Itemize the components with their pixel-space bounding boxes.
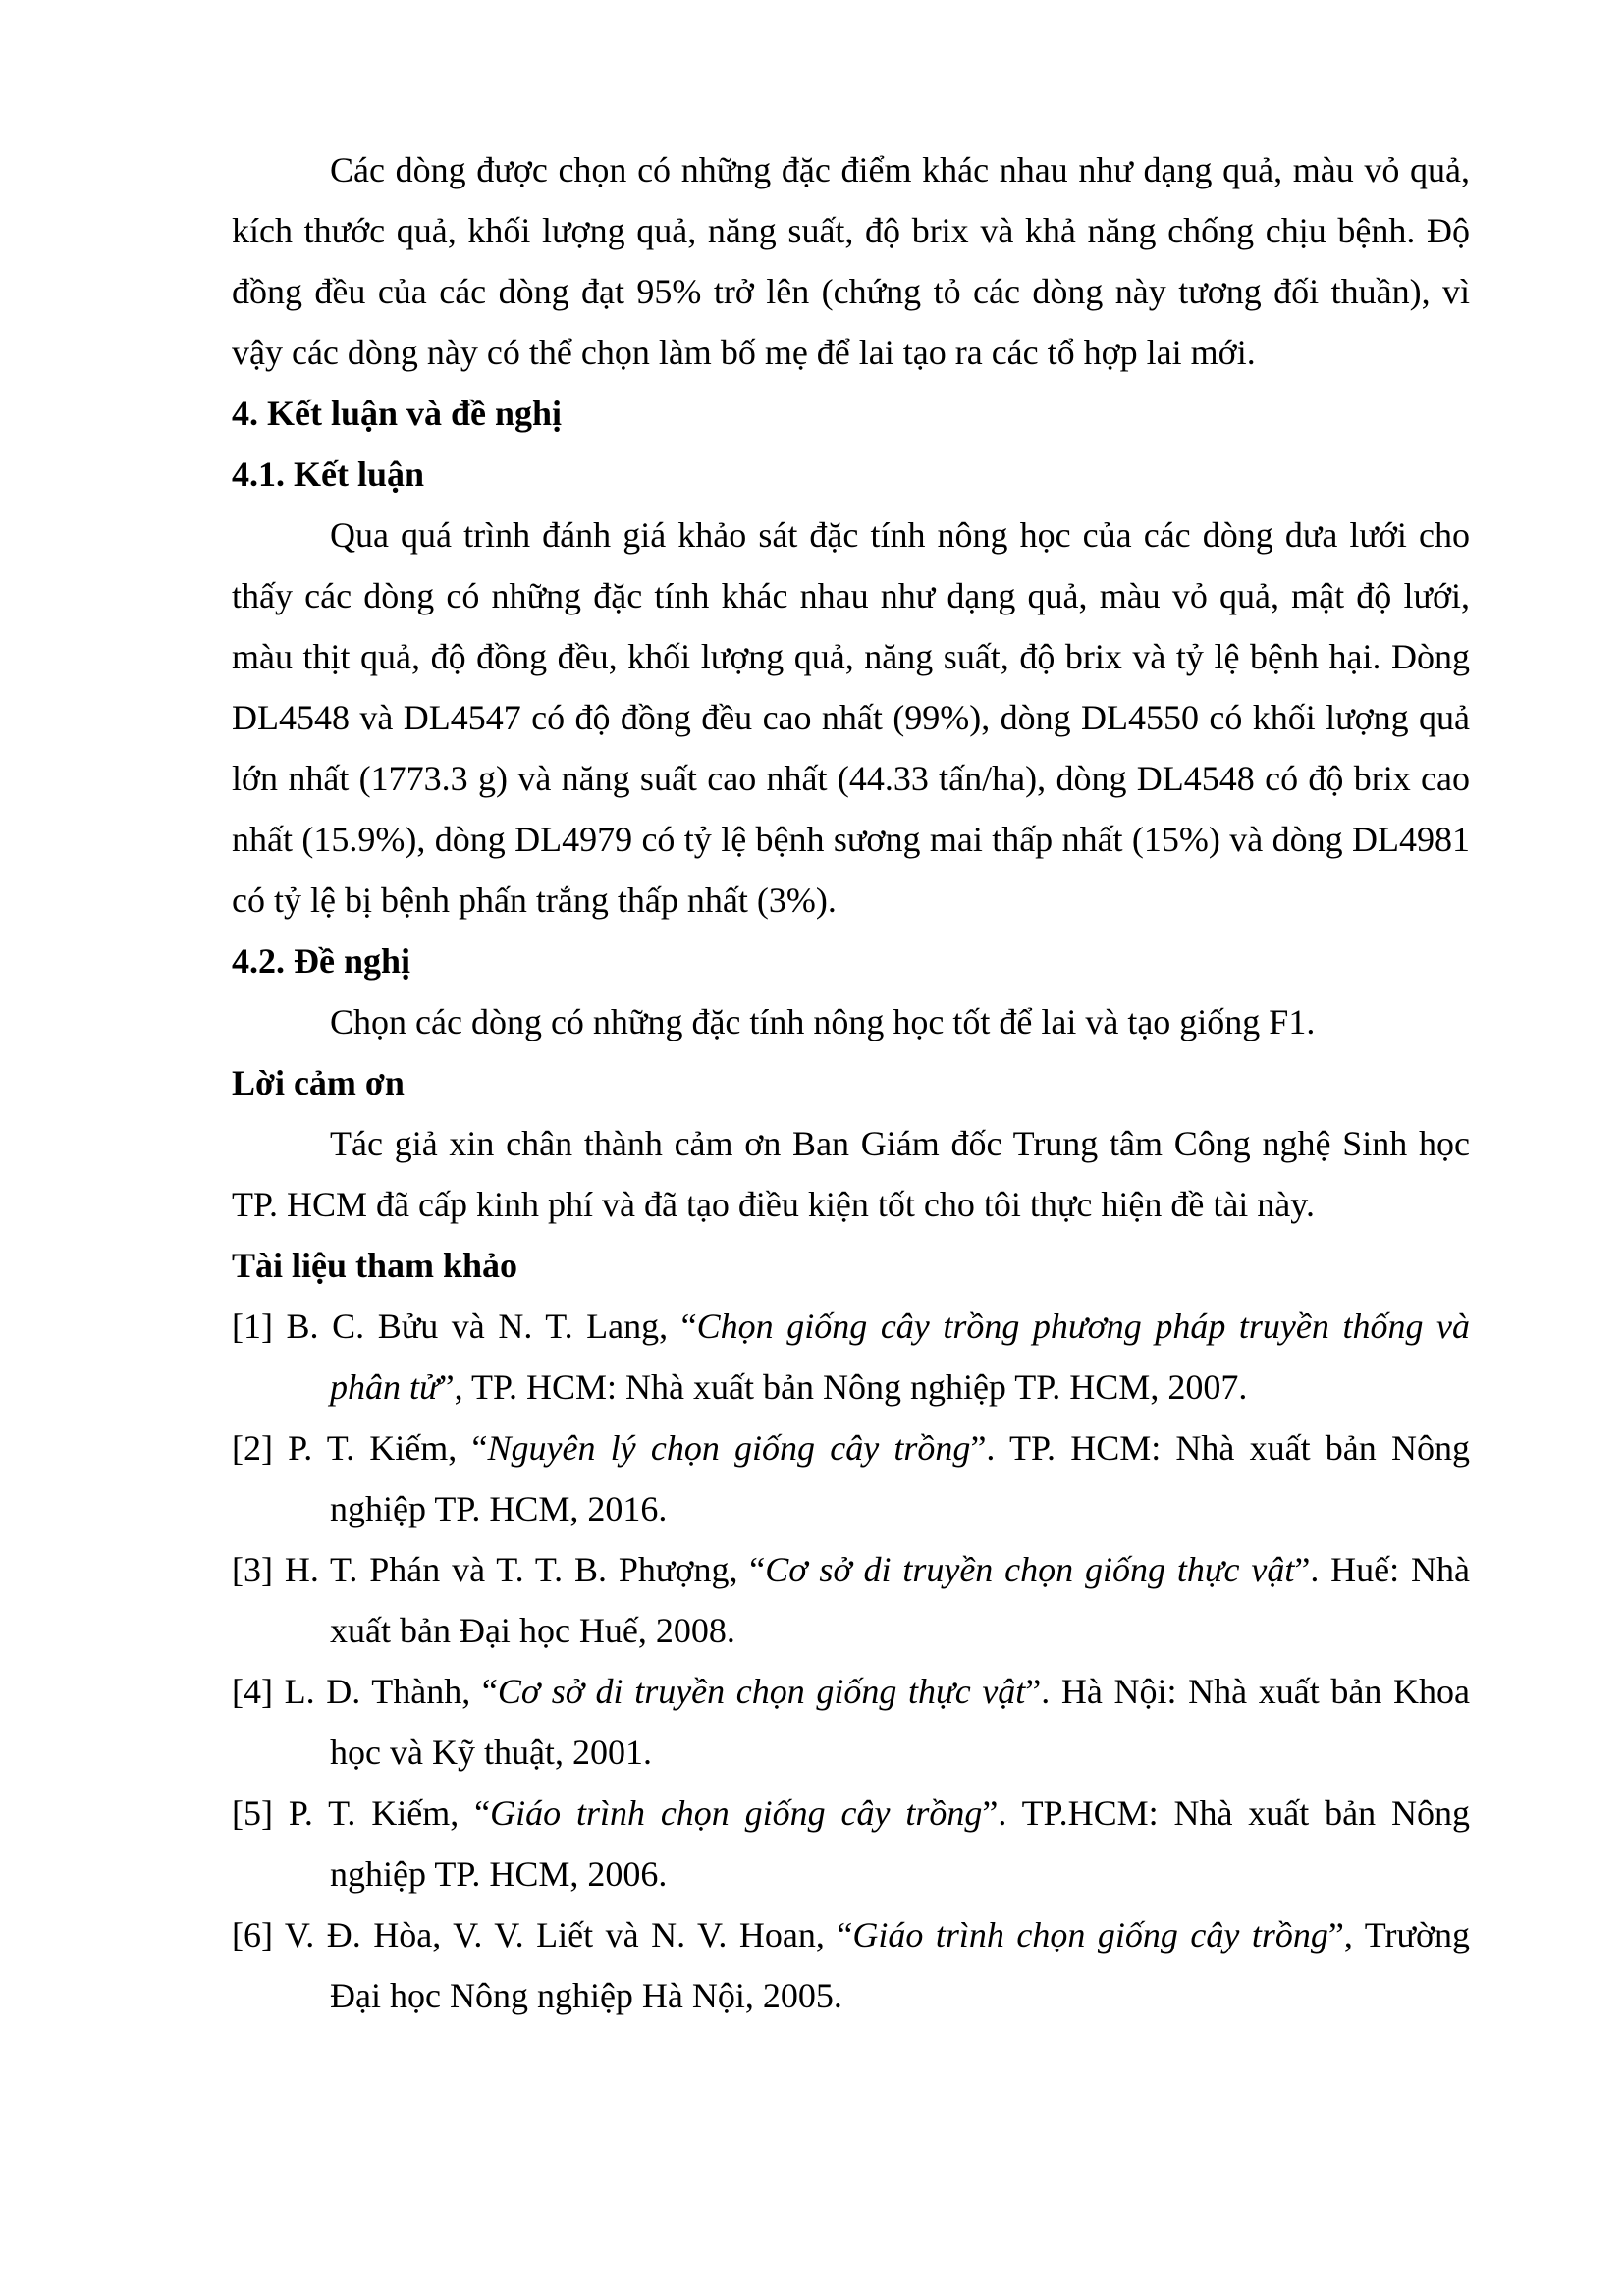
subsection-heading-conclusion: 4.1. Kết luận — [232, 454, 425, 494]
section-heading-conclusion-main: 4. Kết luận và đề nghị — [232, 394, 563, 433]
intro-paragraph: Các dòng được chọn có những đặc điểm khác nhau như dạng quả, màu vỏ quả, kích thước quả, khối lượng quả, năng suất, độ brix và khả năng chống chịu bệnh. Độ đồng đều của các dòng đạt 95% trở lên (chứng tỏ các dòng này tương đối thuần), vì vậy các dòng này có thể chọn làm bố mẹ để lai tạo ra các tổ hợp lai mới. — [232, 150, 1470, 372]
reference-item — [232, 1661, 1470, 1783]
reference-item — [232, 1783, 1470, 1904]
reference-item — [232, 1539, 1471, 1661]
recommendation-paragraph: Chọn các dòng có những đặc tính nông học tốt để lai và tạo giống F1. — [330, 1002, 1316, 1041]
reference-citation-tail: ”. Huế: Nhà xuất bản Đại học Huế, 2008. — [330, 1550, 1471, 1650]
reference-citation-tail: ”. TP.HCM: Nhà xuất bản Nông nghiệp TP. HCM, 2006. — [330, 1793, 1470, 1894]
reference-citation-prefix: [1] B. C. Bửu và N. T. Lang, “ — [232, 1307, 697, 1346]
page-content — [232, 139, 1470, 2026]
reference-citation-prefix: [4] L. D. Thành, “ — [232, 1672, 498, 1711]
reference-title: Chọn giống cây trồng phương pháp truyền thống và phân tử — [330, 1307, 1470, 1407]
references-heading: Tài liệu tham khảo — [232, 1246, 518, 1285]
subsection-heading-recommendation: 4.2. Đề nghị — [232, 941, 411, 981]
reference-title: Cơ sở di truyền chọn giống thực vật — [765, 1550, 1295, 1589]
reference-citation-tail: ”, TP. HCM: Nhà xuất bản Nông nghiệp TP. HCM, 2007. — [438, 1367, 1248, 1407]
reference-citation-prefix: [5] P. T. Kiếm, “ — [232, 1793, 491, 1833]
reference-citation-tail: ”. TP. HCM: Nhà xuất bản Nông nghiệp TP. HCM, 2016. — [330, 1428, 1470, 1528]
reference-citation-prefix: [2] P. T. Kiếm, “ — [232, 1428, 488, 1468]
reference-item — [232, 1296, 1470, 1417]
acknowledgement-heading: Lời cảm ơn — [232, 1063, 405, 1102]
reference-citation-prefix: [3] H. T. Phán và T. T. B. Phượng, “ — [232, 1550, 766, 1589]
reference-title: Giáo trình chọn giống cây trồng — [852, 1915, 1328, 1954]
reference-citation-tail: ”, Trường Đại học Nông nghiệp Hà Nội, 2005. — [330, 1915, 1471, 2015]
reference-title: Nguyên lý chọn giống cây trồng — [487, 1428, 971, 1468]
reference-citation-prefix: [6] V. Đ. Hòa, V. V. Liết và N. V. Hoan, “ — [232, 1915, 853, 1954]
conclusion-paragraph: Qua quá trình đánh giá khảo sát đặc tính nông học của các dòng dưa lưới cho thấy các dòng có những đặc tính khác nhau như dạng quả, màu vỏ quả, mật độ lưới, màu thịt quả, độ đồng đều, khối lượng quả, năng suất, độ brix và tỷ lệ bệnh hại. Dòng DL4548 và DL4547 có độ đồng đều cao nhất (99%), dòng DL4550 có khối lượng quả lớn nhất (1773.3 g) và năng suất cao nhất (44.33 tấn/ha), dòng DL4548 có độ brix cao nhất (15.9%), dòng DL4979 có tỷ lệ bệnh sương mai thấp nhất (15%) và dòng DL4981 có tỷ lệ bị bệnh phấn trắng thấp nhất (3%). — [232, 515, 1470, 920]
reference-title: Giáo trình chọn giống cây trồng — [490, 1793, 983, 1833]
reference-item — [232, 1417, 1470, 1539]
acknowledgement-paragraph: Tác giả xin chân thành cảm ơn Ban Giám đốc Trung tâm Công nghệ Sinh học TP. HCM đã cấp kinh phí và đã tạo điều kiện tốt cho tôi thực hiện đề tài này. — [232, 1124, 1470, 1224]
reference-title: Cơ sở di truyền chọn giống thực vật — [497, 1672, 1026, 1711]
reference-citation-tail: ”. Hà Nội: Nhà xuất bản Khoa học và Kỹ thuật, 2001. — [330, 1672, 1470, 1772]
reference-item — [232, 1904, 1471, 2026]
